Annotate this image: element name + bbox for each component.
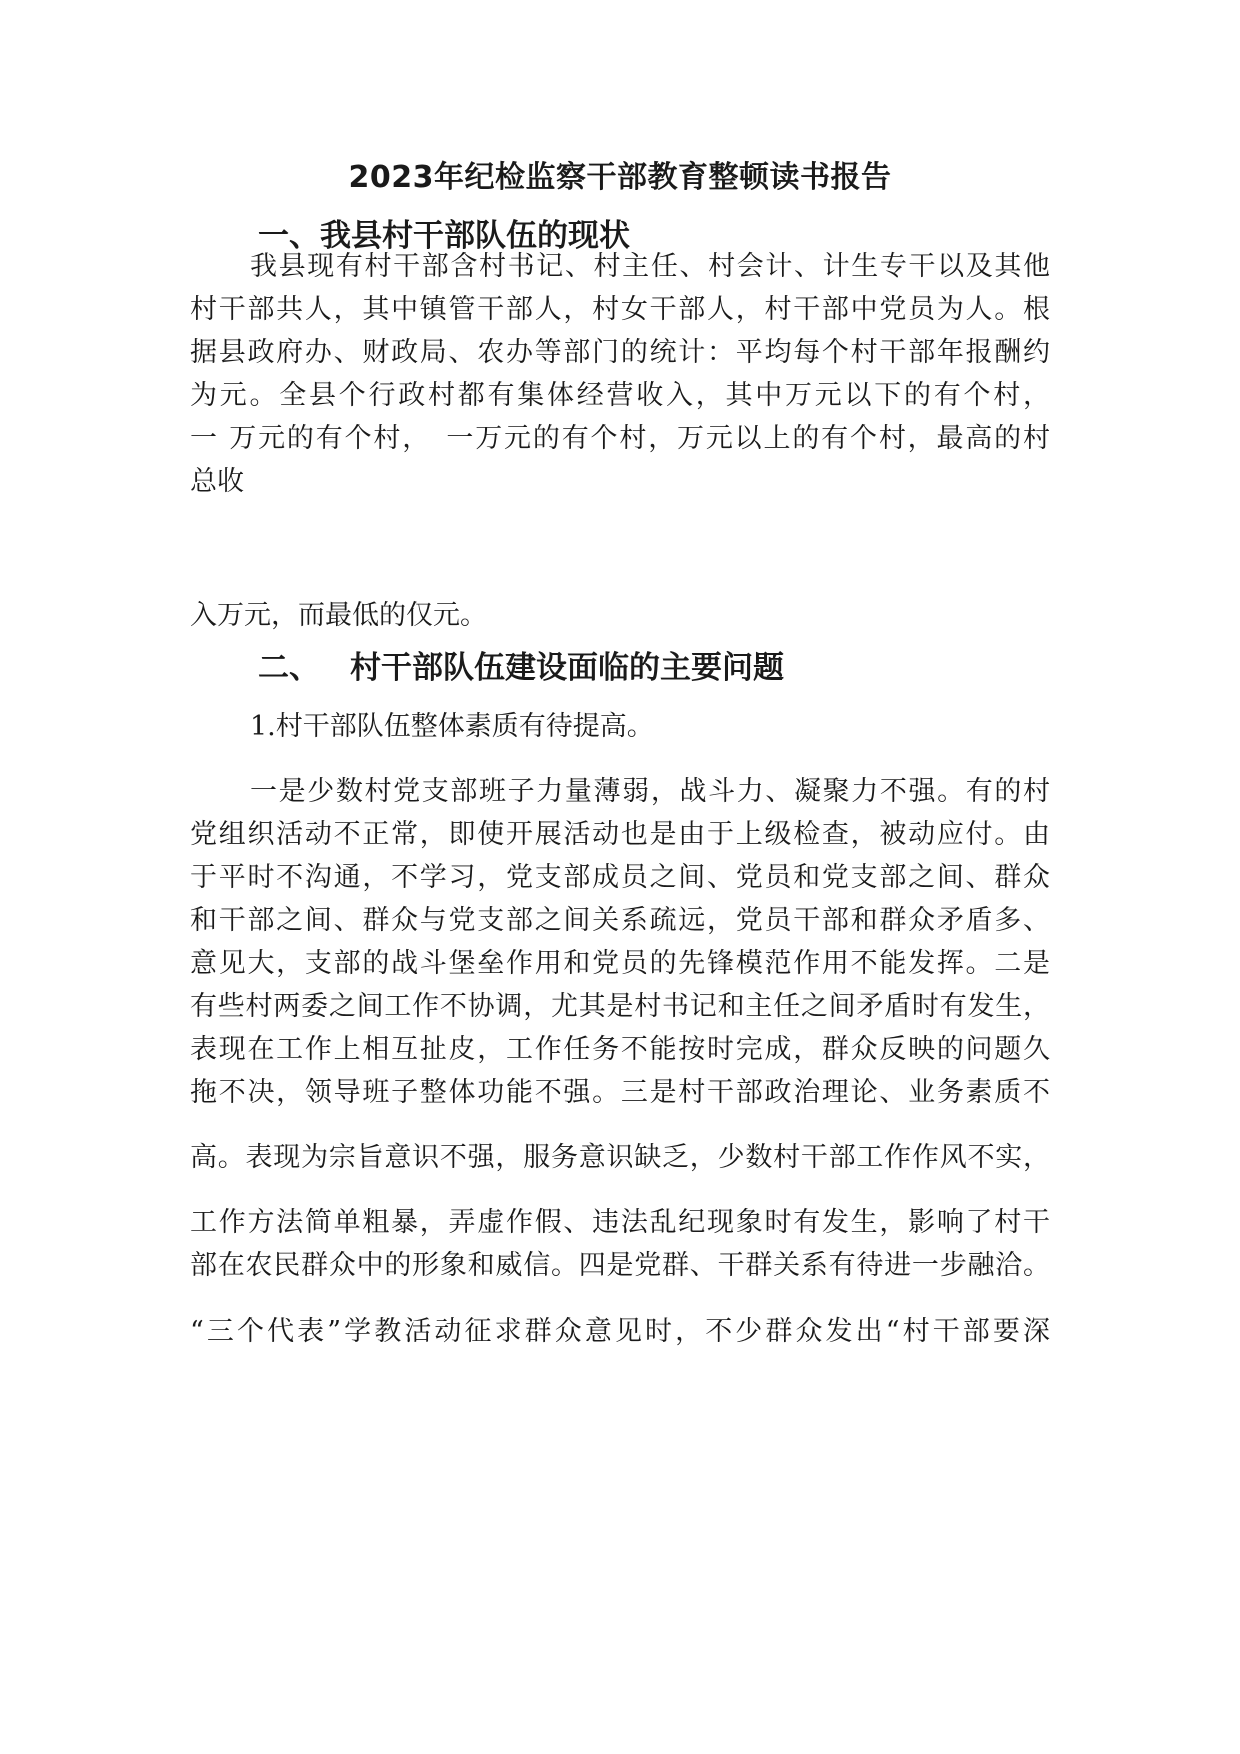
subheading-1: 1.村干部队伍整体素质有待提高。 — [250, 711, 654, 742]
paragraph-line: 村干部共人，其中镇管干部人，村女干部人，村干部中党员为人。根 — [190, 294, 1050, 325]
section-1-heading: 一、我县村干部队伍的现状 — [258, 218, 630, 254]
section-2-heading-text: 村干部队伍建设面临的主要问题 — [350, 650, 784, 686]
paragraph-line: 为元。全县个行政村都有集体经营收入，其中万元以下的有个村， — [190, 380, 1050, 411]
document-title: 2023年纪检监察干部教育整顿读书报告 — [348, 160, 892, 195]
paragraph-line: 总收 — [190, 466, 244, 497]
paragraph-line: 党组织活动不正常，即使开展活动也是由于上级检查，被动应付。由 — [190, 819, 1050, 850]
paragraph-line: 表现在工作上相互扯皮，工作任务不能按时完成，群众反映的问题久 — [190, 1034, 1050, 1065]
paragraph-line: 高。表现为宗旨意识不强，服务意识缺乏，少数村干部工作作风不实， — [190, 1142, 1050, 1173]
paragraph-line: 和干部之间、群众与党支部之间关系疏远，党员干部和群众矛盾多、 — [190, 905, 1050, 936]
paragraph-line: 意见大，支部的战斗堡垒作用和党员的先锋模范作用不能发挥。二是 — [190, 948, 1050, 979]
paragraph-line: 入万元，而最低的仅元。 — [190, 600, 487, 631]
paragraph-line: 一 万元的有个村， 一万元的有个村，万元以上的有个村，最高的村 — [190, 423, 1050, 454]
paragraph-line: 工作方法简单粗暴，弄虚作假、违法乱纪现象时有发生，影响了村干 — [190, 1207, 1050, 1238]
paragraph-line: 拖不决，领导班子整体功能不强。三是村干部政治理论、业务素质不 — [190, 1077, 1050, 1108]
paragraph-line: 据县政府办、财政局、农办等部门的统计：平均每个村干部年报酬约 — [190, 337, 1050, 368]
paragraph-line: 部在农民群众中的形象和威信。四是党群、干群关系有待进一步融洽。 — [190, 1250, 1050, 1281]
section-2-heading-number: 二、 — [258, 650, 320, 686]
paragraph-line: 一是少数村党支部班子力量薄弱，战斗力、凝聚力不强。有的村 — [250, 776, 1050, 807]
paragraph-line: 于平时不沟通，不学习，党支部成员之间、党员和党支部之间、群众 — [190, 862, 1050, 893]
paragraph-line: “三个代表”学教活动征求群众意见时，不少群众发出“村干部要深 — [190, 1316, 1050, 1347]
paragraph-line: 有些村两委之间工作不协调，尤其是村书记和主任之间矛盾时有发生， — [190, 991, 1050, 1022]
paragraph-line: 我县现有村干部含村书记、村主任、村会计、计生专干以及其他 — [250, 251, 1050, 282]
section-2-heading — [258, 648, 784, 688]
